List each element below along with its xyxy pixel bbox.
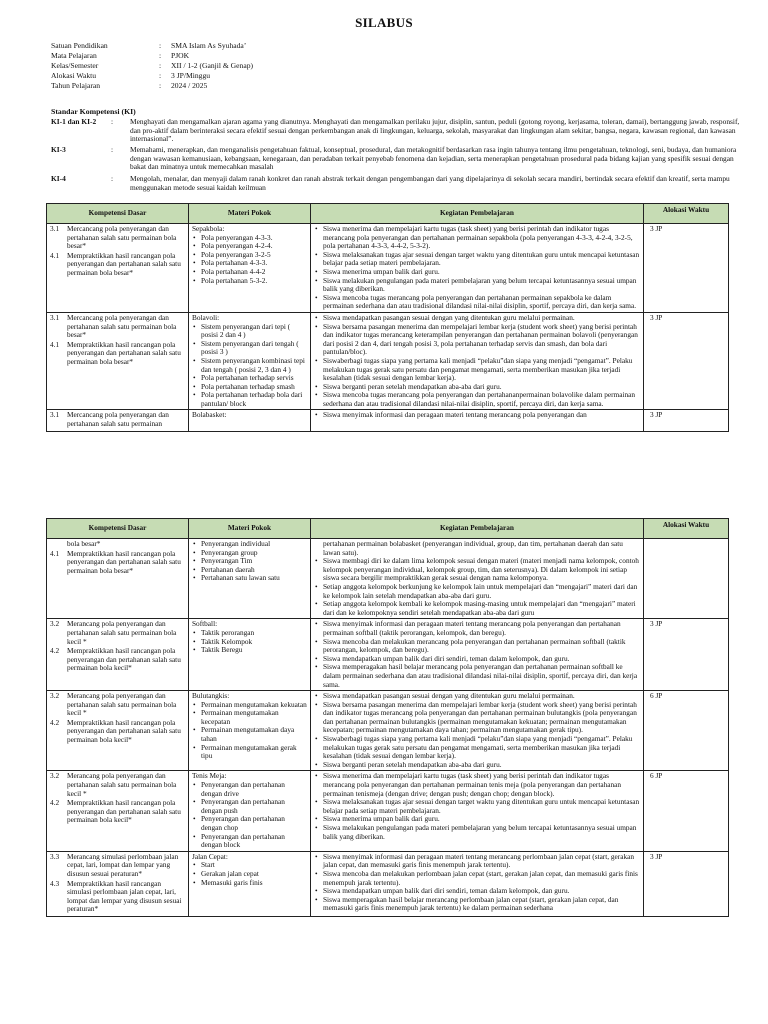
header-kompetensi-dasar: Kompetensi Dasar xyxy=(47,204,189,224)
table-header-row xyxy=(47,519,729,539)
header-kegiatan-pembelajaran: Kegiatan Pembelajaran xyxy=(311,204,644,224)
kegiatan-cell xyxy=(311,312,644,410)
kompetensi-dasar-cell xyxy=(47,539,189,619)
ki-label: KI-3 xyxy=(51,145,66,154)
kegiatan-item: • Siswa menyimak informasi dan peragaan materi tentang merancang perlombaan jalan cepat (start, gerakan jalan cepat, dan memasuki garis finis menempuh jarak tertentu). xyxy=(323,853,640,870)
materi-item: • Pola penyerangan 4-3-3. xyxy=(201,234,307,243)
materi-item: • Pola pertahanan terhadap servis xyxy=(201,374,307,383)
kompetensi-dasar-cell xyxy=(47,851,189,916)
kd-text: bola besar* xyxy=(67,539,101,548)
kegiatan-item: • Setiap anggota kelompok berkunjung ke kelompok lain untuk mempelajari dan “mengajari” materi dari dan ke kelompok lain setelah mendapatkan aba-aba dari guru. xyxy=(323,583,640,600)
materi-item: • Sistem penyerangan kombinasi tepi dan tengah ( posisi 2, 3 dan 4 ) xyxy=(201,357,307,374)
table-row xyxy=(47,771,729,851)
kd-item xyxy=(50,341,185,367)
kegiatan-item: • Siswa mendapatkan umpan balik dari diri sendiri, teman dalam kelompok, dan guru. xyxy=(323,655,640,664)
materi-pokok-cell xyxy=(189,771,311,851)
kompetensi-dasar-cell xyxy=(47,771,189,851)
meta-colon: : xyxy=(159,81,162,91)
kompetensi-dasar-cell xyxy=(47,410,189,431)
table-row xyxy=(47,851,729,916)
kd-number: 4.1 xyxy=(50,548,60,558)
materi-heading: Sepakbola: xyxy=(192,224,225,233)
kd-text: Mempraktikkan hasil rancangan pola penyerangan dan pertahanan salah satu permainan bola kecil* xyxy=(67,717,181,745)
ki-text: Memahami, menerapkan, dan menganalisis pengetahuan faktual, konseptual, prosedural, dan metakognitif berdasarkan rasa ingin tahunya tentang ilmu pengetahuan, teknologi, seni, budaya, dan humaniora dengan wawasan kemanusiaan, kebangsaan, kenegaraan, dan peradaban terkait penyebab fenomena dan kejadian, serta menerapkan pengetahuan prosedural pada bidang kajian yang spesifik sesuai dengan bakat dan minatnya untuk memecahkan masalah xyxy=(130,145,737,172)
header-alokasi-waktu: Alokasi Waktu xyxy=(644,204,729,224)
materi-item: • Permainan mengutamakan kecepatan xyxy=(201,709,307,726)
materi-item: • Start xyxy=(201,861,307,870)
materi-list xyxy=(192,629,307,655)
kegiatan-cell xyxy=(311,851,644,916)
kegiatan-item: • Siswa bersama pasangan menerima dan mempelajari lembar kerja (student work sheet) yang berisi perintah dan indikator tugas merancang keterampilan penyerangan dan pertahanan permainan bolavoli (penyerangan dari posisi 2 dan 4, dari tengah posisi 3, pola pertahanan terhadap servis dan smash, dan bola dari pantulan/bloc). xyxy=(323,323,640,357)
kd-text: Merancang pola penyerangan dan pertahanan salah satu permainan bola kecil * xyxy=(67,771,177,798)
kompetensi-dasar-cell xyxy=(47,312,189,410)
meta-key: Kelas/Semester xyxy=(51,61,99,71)
kegiatan-list xyxy=(314,314,640,409)
ki-colon: : xyxy=(111,174,114,183)
kegiatan-item: • Siswa berganti peran setelah mendapatkan aba-aba dari guru. xyxy=(323,761,640,770)
kd-text: Mercancang pola penyerangan dan pertahanan salah satu permainan bola besar* xyxy=(67,312,177,340)
header-alokasi-waktu: Alokasi Waktu xyxy=(644,519,729,539)
meta-row xyxy=(51,51,253,61)
meta-row xyxy=(51,41,253,51)
kegiatan-cell xyxy=(311,619,644,691)
table-header-row xyxy=(47,204,729,224)
kegiatan-list xyxy=(314,620,640,689)
kegiatan-item: • Siswa memperagakan hasil belajar merancang pola penyerangan dan pertahanan permainan softball ke dalam permainan sederhana dan atau tradisional dilandasi nilai-nilai disiplin, sportif, percaya diri, dan kerja sama. xyxy=(323,663,640,689)
alokasi-waktu-cell: 3 JP xyxy=(644,619,729,691)
kegiatan-item: • Siswa memperagakan hasil belajar merancang perlombaan jalan cepat (start, gerakan jalan cepat, dan memasuki garis finis menempuh jarak tertentu) ke dalam permainan sederhana xyxy=(323,896,640,913)
kegiatan-item: • Siswa menyimak informasi dan peragaan materi tentang merancang pola penyerangan dan xyxy=(323,411,640,420)
ki-row xyxy=(51,146,741,172)
ki-label: KI-1 dan KI-2 xyxy=(51,117,97,126)
ki-colon: : xyxy=(111,145,114,154)
materi-item: • Penyerangan group xyxy=(201,549,307,558)
kegiatan-cell xyxy=(311,771,644,851)
materi-item: • Pola pertahanan 4-4-2 xyxy=(201,268,307,277)
kompetensi-dasar-cell xyxy=(47,691,189,771)
kd-item xyxy=(50,719,185,745)
materi-heading: Tenis Meja: xyxy=(192,771,227,781)
materi-item: • Penyerangan Tim xyxy=(201,557,307,566)
materi-heading: Bulutangkis: xyxy=(192,691,230,701)
kd-number: 3.3 xyxy=(50,851,60,861)
materi-item: • Pertahanan satu lawan satu xyxy=(201,574,307,583)
materi-item: • Pola penyerangan 4-2-4. xyxy=(201,242,307,251)
kegiatan-item: • Siswa melaksanakan tugas ajar sesuai dengan target waktu yang ditentukan guru untuk mencapai ketuntasan belajar pada setiap materi pembelajaran. xyxy=(323,251,640,268)
materi-item: • Penyerangan dan pertahanan dengan drive xyxy=(201,781,307,798)
meta-colon: : xyxy=(159,41,162,50)
ki-text: Mengolah, menalar, dan menyaji dalam ranah konkret dan ranah abstrak terkait dengan pengembangan dari yang dipelajarinya di sekolah secara mandiri, bertindak secara efektif dan kreatif, serta mampu menggunakan metode sesuai kaidah keilmuan xyxy=(130,174,730,192)
kegiatan-item: • Siswa membagi diri ke dalam lima kelompok sesuai dengan materi (materi menjadi nama kelompok, contoh kelompok penyerangan individual, kelompok group, tim, dan seterusnya). Di dalam kelompok ini setiap siswa secara bergilir mempraktikkan gerak sesuai dengan nama kelomponya. xyxy=(323,557,640,583)
kegiatan-item: • Siswaberbagi tugas siapa yang pertama kali menjadi “pelaku”dan siapa yang menjadi “pengamat”. Pelaku melakukan tugas gerak satu persatu dan pengamat mengamati, serta memberikan masukan jika terjadi kesalahan (tidak sesuai dengan lembar kerja). xyxy=(323,357,640,383)
kegiatan-item: • Siswa menyimak informasi dan peragaan materi tentang merancang pola penyerangan dan pertahanan permainan softball (taktik perorangan, kelompok, dan beregu). xyxy=(323,620,640,637)
materi-item: • Penyerangan dan pertahanan dengan chop xyxy=(201,815,307,832)
materi-item: • Pola pertahanan terhadap smash xyxy=(201,383,307,392)
materi-pokok-cell xyxy=(189,619,311,691)
kd-item xyxy=(50,647,185,673)
materi-item: • Pola penyerangan 3-2-5 xyxy=(201,251,307,260)
kegiatan-item: • Siswa mencoba tugas merancang pola penyerangan dan pertahananpermainan bolavolike dalam permainan sederhana dan atau tradisional dilandasi nilai-nilai disiplin, sportif, percaya diri, dan kerja sama. xyxy=(323,391,640,408)
kegiatan-item: • Siswa menerima dan mempelajari kartu tugas (task sheet) yang berisi perintah dan indikator tugas merancang pola penyerangan dan pertahanan permainan sepakbola (pola penyerangan 4-3-3, 4-2-4, 3-2-5, pola pertahanan 4-3-3, 4-4-2, 5-3-2). xyxy=(323,225,640,251)
kegiatan-list xyxy=(314,853,640,913)
kd-text: Mempraktikkan hasil rancangan pola penyerangan dan pertahanan salah satu permainan bola kecil* xyxy=(67,798,181,825)
materi-pokok-cell xyxy=(189,224,311,313)
materi-item: • Memasuki garis finis xyxy=(201,879,307,888)
materi-item: • Pola pertahanan 4-3-3. xyxy=(201,259,307,268)
kd-number: 4.2 xyxy=(50,798,60,808)
alokasi-waktu-cell: 3 JP xyxy=(644,410,729,431)
kd-item xyxy=(50,225,185,251)
kd-text: Mercancang pola penyerangan dan pertahanan salah satu permainan bola besar* xyxy=(67,224,177,251)
kd-number xyxy=(50,540,67,549)
meta-value: XII / 1-2 (Ganjil & Genap) xyxy=(171,61,254,71)
materi-list xyxy=(192,701,307,761)
materi-pokok-cell xyxy=(189,691,311,771)
kd-text: Mempraktikkan hasil rancangan pola penyerangan dan pertahanan salah satu permainan bola besar* xyxy=(67,548,181,575)
kegiatan-item: • Siswa mendapatkan pasangan sesuai dengan yang ditentukan guru melalui permainan. xyxy=(323,314,640,323)
materi-heading: Bolavoli: xyxy=(192,312,220,322)
meta-value: PJOK xyxy=(171,51,190,61)
kegiatan-item: • Siswa menerima dan mempelajari kartu tugas (task sheet) yang berisi perintah dan indikator tugas merancang pola penyerangan dan pertahanan permainan tenis meja (pola penyerangan dan pertahanan permainan tenismeja (dengan drive; dengan push; dengan chop; dengan block). xyxy=(323,772,640,798)
kd-item xyxy=(50,540,185,549)
meta-row xyxy=(51,81,253,91)
kd-number: 4.1 xyxy=(50,339,60,349)
kd-number: 3.1 xyxy=(50,410,60,420)
kd-text: Merancang simulasi perlombaan jalan cepat, lari, lompat dan lempar yang disusun sesuai peraturan* xyxy=(67,851,179,878)
materi-list xyxy=(192,781,307,850)
kegiatan-list xyxy=(314,692,640,769)
alokasi-waktu-cell: 3 JP xyxy=(644,312,729,410)
materi-list xyxy=(192,234,307,286)
materi-pokok-cell xyxy=(189,539,311,619)
kegiatan-item: • Siswa mencoba tugas merancang pola penyerangan dan pertahanan permainan sepakbola ke dalam permainan sederhana dan atau tradisional dilandasi nilai-nilai disiplin, sportif, percaya diri, dan kerja sama. xyxy=(323,294,640,311)
kompetensi-dasar-cell xyxy=(47,619,189,691)
materi-item: • Permainan mengutamakan kekuatan xyxy=(201,701,307,710)
table-row xyxy=(47,619,729,691)
meta-row xyxy=(51,71,253,81)
kd-item xyxy=(50,772,185,798)
kegiatan-item: • Setiap anggota kelompok kembali ke kelompok masing-masing untuk mempelajari dan “mengajari” materi dari dan ke kelompoknya sendiri setelah mendapatkan aba-aba dari guru xyxy=(323,600,640,617)
kd-item xyxy=(50,620,185,646)
materi-pokok-cell xyxy=(189,851,311,916)
table-row xyxy=(47,691,729,771)
meta-value: SMA Islam As Syuhada’ xyxy=(171,41,247,50)
kegiatan-list xyxy=(314,557,640,617)
meta-colon: : xyxy=(159,61,162,71)
materi-item: • Pola pertahanan 5-3-2. xyxy=(201,277,307,286)
kd-number: 4.2 xyxy=(50,717,60,727)
materi-item: • Pola pertahanan terhadap bola dari pantulan/ block xyxy=(201,391,307,408)
kegiatan-list xyxy=(314,225,640,311)
table-row xyxy=(47,410,729,431)
kd-item xyxy=(50,411,185,428)
ki-section-title: Standar Kompetensi (KI) xyxy=(51,107,136,116)
kegiatan-item: • Siswa melakukan pengulangan pada materi pembelajaran yang belum tercapai ketuntasannya sesuai umpan balik yang diberikan. xyxy=(323,277,640,294)
materi-item: • Penyerangan dan pertahanan dengan block xyxy=(201,833,307,850)
materi-item: • Sistem penyerangan dari tengah ( posisi 3 ) xyxy=(201,340,307,357)
syllabus-table-2 xyxy=(46,518,729,917)
ki-text: Menghayati dan mengamalkan ajaran agama yang dianutnya. Menghayati dan mengamalkan perilaku jujur, disiplin, santun, peduli (gotong royong, kerjasama, toleran, damai), bertanggung jawab, responsif, dan pro-aktif dalam berinteraksi secara efektif sesuai dengan perkembangan anak di lingkungan, keluarga, sekolah, masyarakat dan lingkungan alam sekitar, bangsa, negara, kawasan regional, dan kawasan internasional”. xyxy=(130,117,740,144)
kegiatan-item: • Siswa menerima umpan balik dari guru. xyxy=(323,268,640,277)
kd-item xyxy=(50,853,185,879)
materi-pokok-cell xyxy=(189,410,311,431)
kegiatan-item: • Siswa melakukan pengulangan pada materi pembelajaran yang belum tercapai ketuntasannya sesuai umpan balik yang diberikan. xyxy=(323,824,640,841)
meta-row xyxy=(51,61,253,71)
materi-list xyxy=(192,861,307,887)
kd-item xyxy=(50,252,185,278)
kegiatan-item: • Siswa mendapatkan pasangan sesuai dengan yang ditentukan guru melalui permainan. xyxy=(323,692,640,701)
kegiatan-continuation: pertahanan permainan bolabasket (penyerangan individual, group, dan tim, pertahanan daerah dan satu lawan satu). xyxy=(323,539,623,557)
kegiatan-item: • Siswa melaksanakan tugas ajar sesuai dengan target waktu yang ditentukan guru untuk mencapai ketuntasan belajar pada setiap materi pembelajaran. xyxy=(323,798,640,815)
meta-key: Satuan Pendidikan xyxy=(51,41,108,50)
ki-label: KI-4 xyxy=(51,174,66,183)
kegiatan-list xyxy=(314,772,640,841)
kd-item xyxy=(50,880,185,914)
materi-item: • Gerakan jalan cepat xyxy=(201,870,307,879)
kegiatan-list xyxy=(314,411,640,420)
meta-key: Tahun Pelajaran xyxy=(51,81,101,91)
header-kompetensi-dasar: Kompetensi Dasar xyxy=(47,519,189,539)
alokasi-waktu-cell: 3 JP xyxy=(644,224,729,313)
materi-heading: Jalan Cepat: xyxy=(192,851,228,861)
kd-number: 3.2 xyxy=(50,619,60,629)
kd-text: Mempraktikkan hasil rancangan pola penyerangan dan pertahanan salah satu permainan bola besar* xyxy=(67,250,181,277)
header-materi-pokok: Materi Pokok xyxy=(189,519,311,539)
kd-item xyxy=(50,799,185,825)
materi-item: • Permainan mengutamakan daya tahan xyxy=(201,726,307,743)
kd-number: 3.1 xyxy=(50,224,60,233)
table-row xyxy=(47,224,729,313)
kd-text: Mercancang pola penyerangan dan pertahanan salah satu permainan xyxy=(67,410,169,429)
kd-number: 3.1 xyxy=(50,312,60,322)
kegiatan-item: • Siswa mendapatkan umpan balik dari diri sendiri, teman dalam kelompok, dan guru. xyxy=(323,887,640,896)
header-kegiatan-pembelajaran: Kegiatan Pembelajaran xyxy=(311,519,644,539)
alokasi-waktu-cell xyxy=(644,539,729,619)
meta-value: 2024 / 2025 xyxy=(171,81,208,91)
kd-number: 3.2 xyxy=(50,691,60,701)
meta-key: Mata Pelajaran xyxy=(51,51,97,61)
materi-item: • Penyerangan dan pertahanan dengan push xyxy=(201,798,307,815)
materi-heading: Softball: xyxy=(192,619,218,629)
alokasi-waktu-cell: 6 JP xyxy=(644,691,729,771)
kompetensi-dasar-cell xyxy=(47,224,189,313)
header-materi-pokok: Materi Pokok xyxy=(189,204,311,224)
kegiatan-cell xyxy=(311,691,644,771)
kegiatan-item: • Siswa berganti peran setelah mendapatkan aba-aba dari guru. xyxy=(323,383,640,392)
kd-text: Mempraktikkan hasil rancangan pola penyerangan dan pertahanan salah satu permainan bola kecil* xyxy=(67,646,181,673)
materi-pokok-cell xyxy=(189,312,311,410)
ki-row xyxy=(51,118,741,144)
kegiatan-item: • Siswa bersama pasangan menerima dan mempelajari lembar kerja (student work sheet) yang berisi perintah dan indikator tugas merancang pola penyerangan dan pertahanan permainan bulutangkis (pola penyerangan dan pertahanan permainan bulutangkis (permainan mengutamakan kekuatan; permainan mengutamakan kecepatan; permainan mengutamakan daya tahan; permainan mengutamakan gerak tipu). xyxy=(323,701,640,735)
kd-number: 4.2 xyxy=(50,646,60,656)
table-row xyxy=(47,312,729,410)
school-info xyxy=(51,41,253,91)
syllabus-table-1 xyxy=(46,203,729,432)
materi-list xyxy=(192,540,307,583)
kd-number: 4.3 xyxy=(50,878,60,888)
materi-list xyxy=(192,323,307,409)
materi-item: • Pertahanan daerah xyxy=(201,566,307,575)
table-row xyxy=(47,539,729,619)
kegiatan-cell xyxy=(311,539,644,619)
materi-item: • Taktik Kelompok xyxy=(201,638,307,647)
kegiatan-item: • Siswaberbagi tugas siapa yang pertama kali menjadi “pelaku”dan siapa yang menjadi “pengamat”. Pelaku melakukan tugas gerak satu persatu dan pengamat mengamati, serta memberikan masukan jika terjadi kesalahan (tidak sesuai dengan lembar kerja). xyxy=(323,735,640,761)
materi-item: • Penyerangan individual xyxy=(201,540,307,549)
materi-item: • Permainan mengutamakan gerak tipu xyxy=(201,744,307,761)
alokasi-waktu-cell: 6 JP xyxy=(644,771,729,851)
kd-item xyxy=(50,314,185,340)
kd-text: Mempraktikkan hasil rancangan simulasi perlombaan jalan cepat, lari, lompat dan lempar yang disusun sesuai peraturan* xyxy=(67,878,182,914)
kd-number: 3.2 xyxy=(50,771,60,781)
kegiatan-item: • Siswa menerima umpan balik dari guru. xyxy=(323,815,640,824)
materi-heading: Bolabasket: xyxy=(192,410,227,420)
page-title: SILABUS xyxy=(355,15,413,30)
meta-colon: : xyxy=(159,71,162,81)
kd-item xyxy=(50,550,185,576)
alokasi-waktu-cell: 3 JP xyxy=(644,851,729,916)
ki-colon: : xyxy=(111,117,114,126)
kd-text: Merancang pola penyerangan dan pertahanan salah satu permainan bola kecil * xyxy=(67,691,177,718)
kegiatan-cell xyxy=(311,224,644,313)
kegiatan-cell xyxy=(311,410,644,431)
materi-item: • Sistem penyerangan dari tepi ( posisi 2 dan 4 ) xyxy=(201,323,307,340)
kd-item xyxy=(50,692,185,718)
ki-row xyxy=(51,175,741,192)
kd-text: Mempraktikkan hasil rancangan pola penyerangan dan pertahanan salah satu permainan bola besar* xyxy=(67,339,181,366)
kegiatan-item: • Siswa mencoba dan melakukan perlombaan jalan cepat (start, gerakan jalan cepat, dan memasuki garis finis menempuh jarak tertentu). xyxy=(323,870,640,887)
kegiatan-item: • Siswa mencoba dan melakukan merancang pola penyerangan dan pertahanan permainan softball (taktik perorangan, kelompok, dan beregu). xyxy=(323,638,640,655)
materi-item: • Taktik perorangan xyxy=(201,629,307,638)
kd-text: Merancang pola penyerangan dan pertahanan salah satu permainan bola kecil * xyxy=(67,619,177,646)
meta-key: Alokasi Waktu xyxy=(51,71,97,81)
materi-item: • Taktik Beregu xyxy=(201,646,307,655)
meta-colon: : xyxy=(159,51,162,61)
meta-value: 3 JP/Minggu xyxy=(171,71,211,81)
kd-number: 4.1 xyxy=(50,250,60,260)
